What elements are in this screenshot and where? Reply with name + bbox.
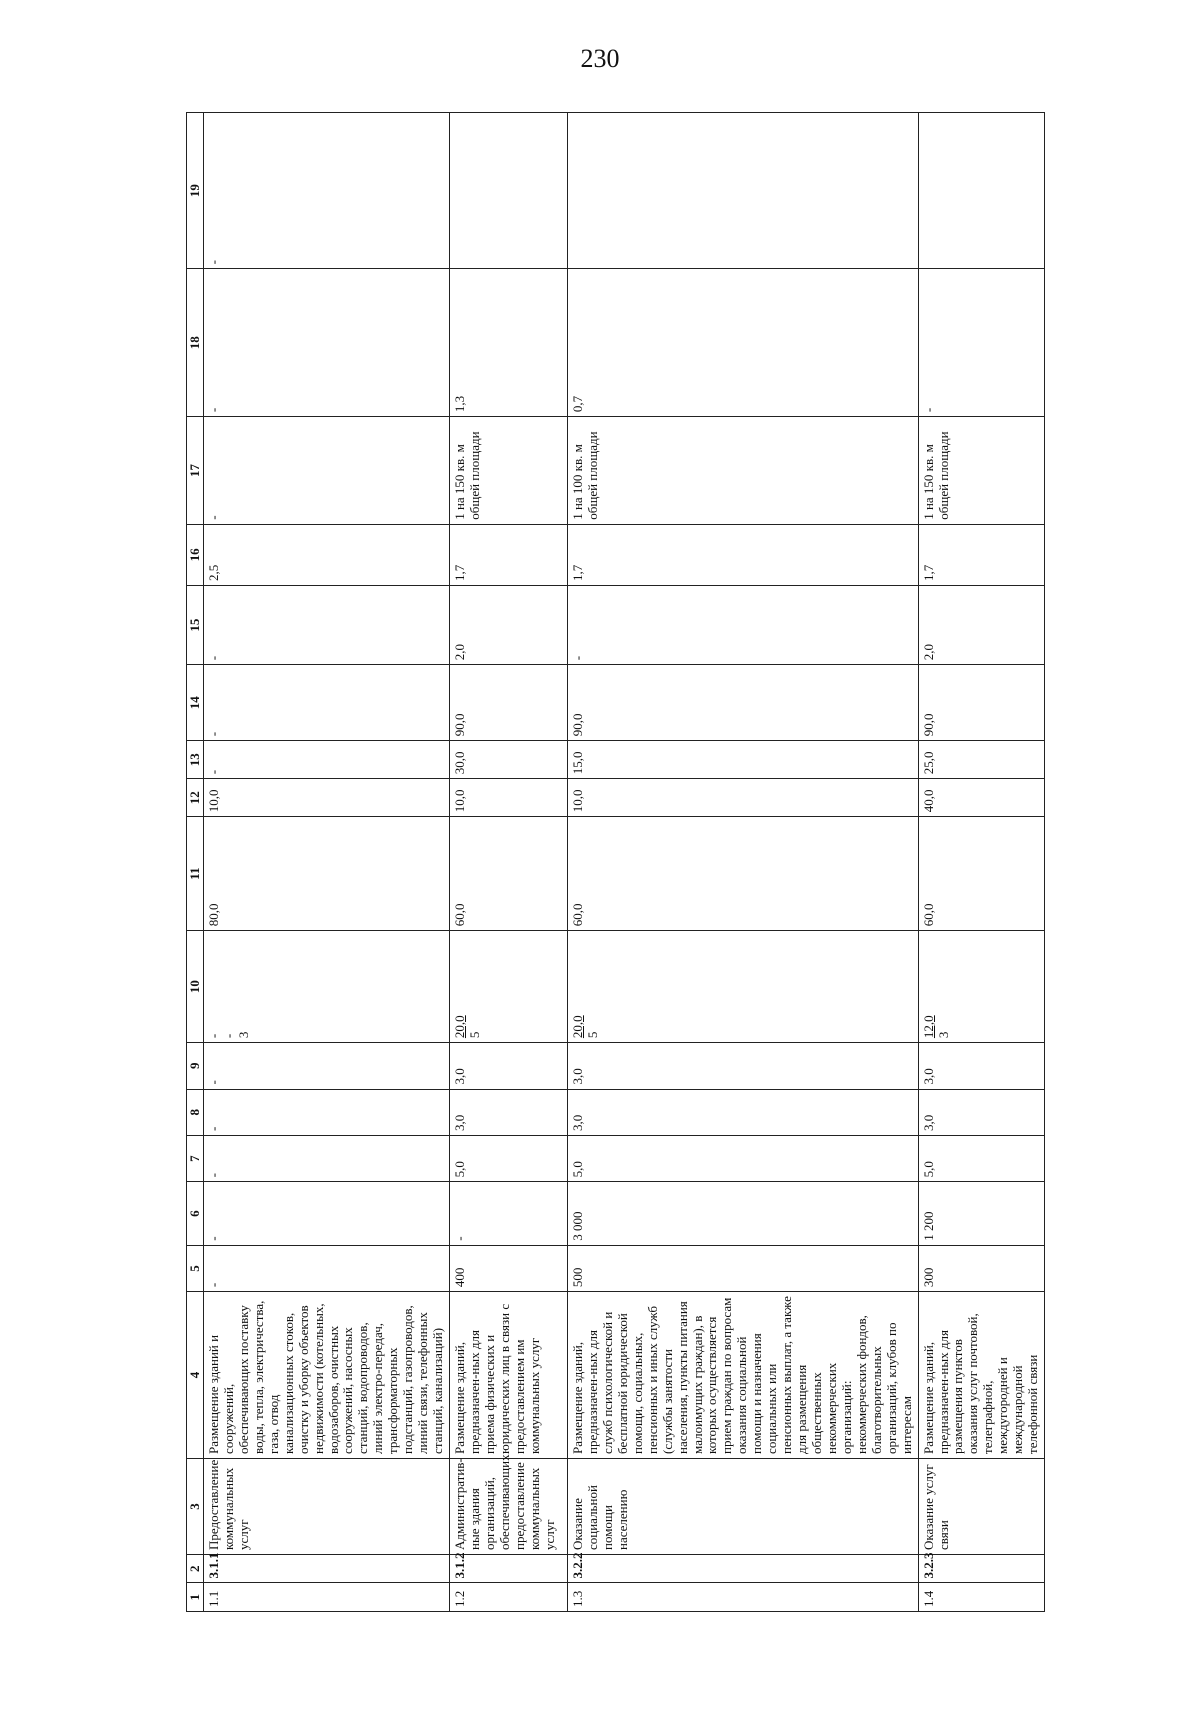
cell-use-name: Предоставление коммунальных услуг	[204, 1458, 450, 1554]
cell-c10-denominator: 5	[584, 1031, 600, 1039]
col-header-18: 18	[187, 269, 204, 417]
cell-code: 3.1.2	[450, 1555, 568, 1584]
regulations-table	[186, 112, 1045, 1612]
cell-c7: 5,0	[568, 1135, 919, 1181]
cell-number: 1.4	[918, 1583, 1045, 1612]
cell-c17: -	[204, 417, 450, 525]
col-header-3: 3	[187, 1458, 204, 1554]
cell-c17: 1 на 150 кв. м общей площади	[918, 417, 1045, 525]
cell-c12: 10,0	[568, 779, 919, 817]
cell-c16: 1,7	[450, 524, 568, 585]
cell-c19	[450, 113, 568, 269]
cell-c10	[568, 931, 919, 1043]
cell-c10	[918, 931, 1045, 1043]
col-header-17: 17	[187, 417, 204, 525]
cell-c12: 40,0	[918, 779, 1045, 817]
cell-c18: -	[918, 269, 1045, 417]
cell-c12: 10,0	[450, 779, 568, 817]
cell-c10-numerator: 12,0	[920, 1015, 936, 1039]
header-row	[187, 113, 204, 1612]
cell-c17: 1 на 150 кв. м общей площади	[450, 417, 568, 525]
cell-c6: 1 200	[918, 1182, 1045, 1245]
cell-c13: -	[204, 741, 450, 779]
rotated-table-container	[186, 112, 1041, 1612]
cell-c9: 3,0	[450, 1043, 568, 1089]
table-row	[918, 113, 1045, 1612]
cell-number: 1.2	[450, 1583, 568, 1612]
cell-use-description: Размещение зданий, предназначен-ных для размещения пунктов оказания услуг почтовой, телеграфной, междугородней и международной телефонной связи	[918, 1292, 1045, 1459]
col-header-8: 8	[187, 1089, 204, 1135]
cell-c7: 5,0	[450, 1135, 568, 1181]
col-header-1: 1	[187, 1583, 204, 1612]
cell-c10	[204, 931, 450, 1043]
cell-c10-line: -	[220, 1033, 236, 1039]
cell-c6: -	[204, 1182, 450, 1245]
col-header-14: 14	[187, 665, 204, 741]
cell-c10-line: -	[206, 1033, 221, 1039]
cell-c6: -	[450, 1182, 568, 1245]
cell-c8: 3,0	[918, 1089, 1045, 1135]
cell-c19: -	[204, 113, 450, 269]
cell-use-name: Административ-ные здания организаций, обеспечивающих предоставление коммунальных услуг	[450, 1458, 568, 1554]
cell-c11: 60,0	[918, 817, 1045, 931]
cell-c8: -	[204, 1089, 450, 1135]
cell-c16: 2,5	[204, 524, 450, 585]
cell-c11: 80,0	[204, 817, 450, 931]
cell-c15: 2,0	[918, 586, 1045, 665]
cell-c14: 90,0	[450, 665, 568, 741]
cell-c9: 3,0	[918, 1043, 1045, 1089]
cell-c11: 60,0	[450, 817, 568, 931]
cell-c10	[450, 931, 568, 1043]
cell-number: 1.3	[568, 1583, 919, 1612]
cell-c14: 90,0	[568, 665, 919, 741]
cell-c10-line: 3	[235, 1031, 251, 1039]
col-header-19: 19	[187, 113, 204, 269]
cell-c16: 1,7	[568, 524, 919, 585]
cell-c7: 5,0	[918, 1135, 1045, 1181]
page-number: 230	[580, 44, 620, 73]
col-header-6: 6	[187, 1182, 204, 1245]
cell-c7: -	[204, 1135, 450, 1181]
cell-code: 3.1.1	[204, 1555, 450, 1584]
cell-c5: 500	[568, 1245, 919, 1291]
cell-c9: -	[204, 1043, 450, 1089]
col-header-12: 12	[187, 779, 204, 817]
col-header-16: 16	[187, 524, 204, 585]
cell-c14: 90,0	[918, 665, 1045, 741]
cell-code: 3.2.3	[918, 1555, 1045, 1584]
cell-c19	[918, 113, 1045, 269]
cell-c18: 1,3	[450, 269, 568, 417]
cell-c10-numerator: 20,0	[570, 1015, 585, 1039]
cell-c15: 2,0	[450, 586, 568, 665]
cell-c19	[568, 113, 919, 269]
cell-c5: -	[204, 1245, 450, 1291]
cell-c6: 3 000	[568, 1182, 919, 1245]
cell-c9: 3,0	[568, 1043, 919, 1089]
col-header-5: 5	[187, 1245, 204, 1291]
cell-c16: 1,7	[918, 524, 1045, 585]
cell-c13: 15,0	[568, 741, 919, 779]
col-header-11: 11	[187, 817, 204, 931]
cell-c11: 60,0	[568, 817, 919, 931]
col-header-4: 4	[187, 1292, 204, 1459]
table-row	[450, 113, 568, 1612]
cell-use-description: Размещение зданий, предназначен-ных для приема физических и юридических лиц в связи с предоставлением им коммунальных услуг	[450, 1292, 568, 1459]
cell-c13: 30,0	[450, 741, 568, 779]
cell-c5: 300	[918, 1245, 1045, 1291]
col-header-7: 7	[187, 1135, 204, 1181]
cell-use-description: Размещение зданий, предназначен-ных для служб психологической и бесплатной юридической помощи, социальных, пенсионных и иных служб (службы занятости населения, пункты питания малоимущих граждан), в которых осуществляется прием граждан по вопросам оказания социальной помощи и назначения социальных или пенсионных выплат, а также для размещения общественных некоммерческих организаций: некоммерческих фондов, благотворительных организаций, клубов по интересам	[568, 1292, 919, 1459]
cell-c13: 25,0	[918, 741, 1045, 779]
cell-c18: 0,7	[568, 269, 919, 417]
cell-code: 3.2.2	[568, 1555, 919, 1584]
cell-use-name: Оказание социальной помощи населению	[568, 1458, 919, 1554]
cell-use-name: Оказание услуг связи	[918, 1458, 1045, 1554]
cell-c18: -	[204, 269, 450, 417]
cell-c10-denominator: 5	[466, 1031, 482, 1039]
cell-c8: 3,0	[568, 1089, 919, 1135]
cell-c10-numerator: 20,0	[452, 1015, 467, 1039]
col-header-10: 10	[187, 931, 204, 1043]
col-header-15: 15	[187, 586, 204, 665]
col-header-2: 2	[187, 1555, 204, 1584]
table-row	[204, 113, 450, 1612]
cell-c5: 400	[450, 1245, 568, 1291]
cell-c8: 3,0	[450, 1089, 568, 1135]
col-header-13: 13	[187, 741, 204, 779]
cell-c12: 10,0	[204, 779, 450, 817]
col-header-9: 9	[187, 1043, 204, 1089]
table-row	[568, 113, 919, 1612]
cell-c14: -	[204, 665, 450, 741]
cell-c17: 1 на 100 кв. м общей площади	[568, 417, 919, 525]
cell-c15: -	[204, 586, 450, 665]
cell-use-description: Размещение зданий и сооружений, обеспечивающих поставку воды, тепла, электричества, газа, отвод канализационных стоков, очистку и уборку объектов недвижимости (котельных, водозаборов, очистных сооружений, насосных станций, водопроводов, линий электро-передач, трансформаторных подстанций, газопроводов, линий связи, телефонных станций, канализаций)	[204, 1292, 450, 1459]
cell-c10-denominator: 3	[935, 1031, 951, 1039]
cell-c15: -	[568, 586, 919, 665]
cell-number: 1.1	[204, 1583, 450, 1612]
